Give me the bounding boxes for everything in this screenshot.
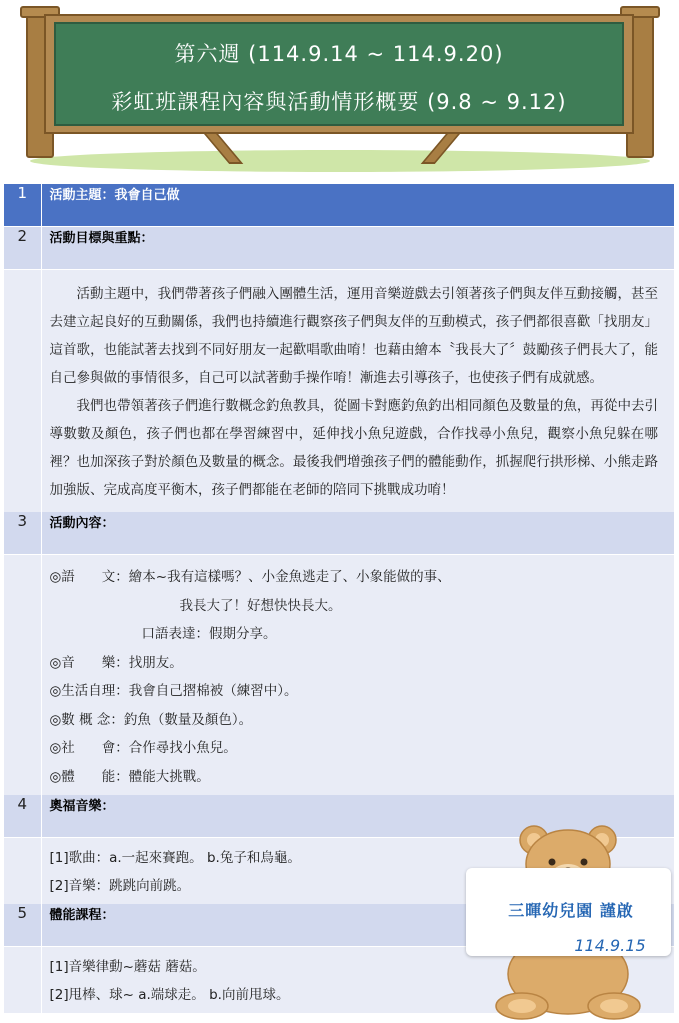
blackboard-header — [0, 0, 679, 175]
list-item: ◎社 會：合作尋找小魚兒。 — [49, 740, 237, 756]
list-item: [2]音樂：跳跳向前跳。 — [49, 878, 191, 894]
table-row — [4, 270, 674, 513]
list-item: [1]音樂律動~蘑菇 蘑菇。 — [49, 959, 206, 975]
list-item: ◎數 概 念：釣魚（數量及顏色）。 — [49, 711, 253, 728]
list-item: ◎音 樂：找朋友。 — [49, 654, 183, 671]
list-item: [2]甩棒、球~ a.端球走。 b.向前甩球。 — [49, 987, 290, 1003]
goals-text — [42, 270, 675, 512]
table-row — [4, 512, 674, 555]
content-list — [42, 555, 675, 795]
signature-date: 114.9.15 — [574, 936, 646, 955]
list-item: ◎語 文：繪本~我有這樣嗎？、小金魚逃走了、小象能做的事、 — [49, 569, 451, 585]
section-heading-orff: 奧福音樂： — [49, 799, 115, 814]
goals-paragraph-1: 活動主題中，我們帶著孩子們融入團體生活，運用音樂遊戲去引領著孩子們與友伴互動接觸，甚至去建立起良好的互動關係，我們也持續進行觀察孩子們與友伴的互動模式，孩子們都很喜歡「找朋友」這首歌，也能試著去找到不同好朋友一起歡唱歌曲唷！也藉由繪本〝我長大了〞鼓勵孩子們長大了，能自己參與做的事情很多，自己可以試著動手操作唷！漸進去引導孩子，也使孩子們有成就感。 — [49, 286, 658, 386]
activity-theme: 活動主題：我會自己做 — [49, 188, 180, 203]
class-title: 彩虹班課程內容與活動情形概要 (9.8 ~ 9.12) — [111, 90, 567, 114]
goals-paragraph-2: 我們也帶領著孩子們進行數概念釣魚教具，從圖卡對應釣魚釣出相同顏色及數量的魚，再從中去引導數數及顏色，孩子們也都在學習練習中，延伸找小魚兒遊戲，合作找尋小魚兒，觀察小魚兒躲在哪裡？也加深孩子對於顏色及數量的概念。最後我們增強孩子們的體能動作，抓握爬行拱形梯、小熊走路加強版、完成高度平衡木，孩子們都能在老師的陪同下挑戰成功唷！ — [49, 398, 658, 498]
list-item: 我長大了！好想快快長大。 — [179, 597, 342, 614]
section-heading-content: 活動內容： — [49, 516, 115, 531]
table-row — [4, 184, 674, 227]
row-number: 3 — [4, 512, 41, 555]
list-item: [1]歌曲：a.一起來賽跑。 b.兔子和烏龜。 — [49, 850, 301, 866]
grass-decoration — [30, 150, 650, 172]
row-number: 5 — [4, 904, 41, 947]
list-item: ◎體 能：體能大挑戰。 — [49, 768, 210, 785]
table-row — [4, 227, 674, 270]
table-row — [4, 555, 674, 796]
row-number: 1 — [4, 184, 41, 227]
week-title: 第六週 (114.9.14 ~ 114.9.20) — [174, 42, 504, 66]
row-number: 4 — [4, 795, 41, 838]
school-signature: 三暉幼兒園 謹啟 — [508, 901, 634, 920]
row-number: 2 — [4, 227, 41, 270]
list-item: 口語表達：假期分享。 — [141, 626, 277, 642]
section-heading-pe: 體能課程： — [49, 908, 115, 923]
list-item: ◎生活自理：我會自己摺棉被（練習中）。 — [49, 683, 298, 699]
section-heading-goals: 活動目標與重點： — [49, 231, 154, 246]
